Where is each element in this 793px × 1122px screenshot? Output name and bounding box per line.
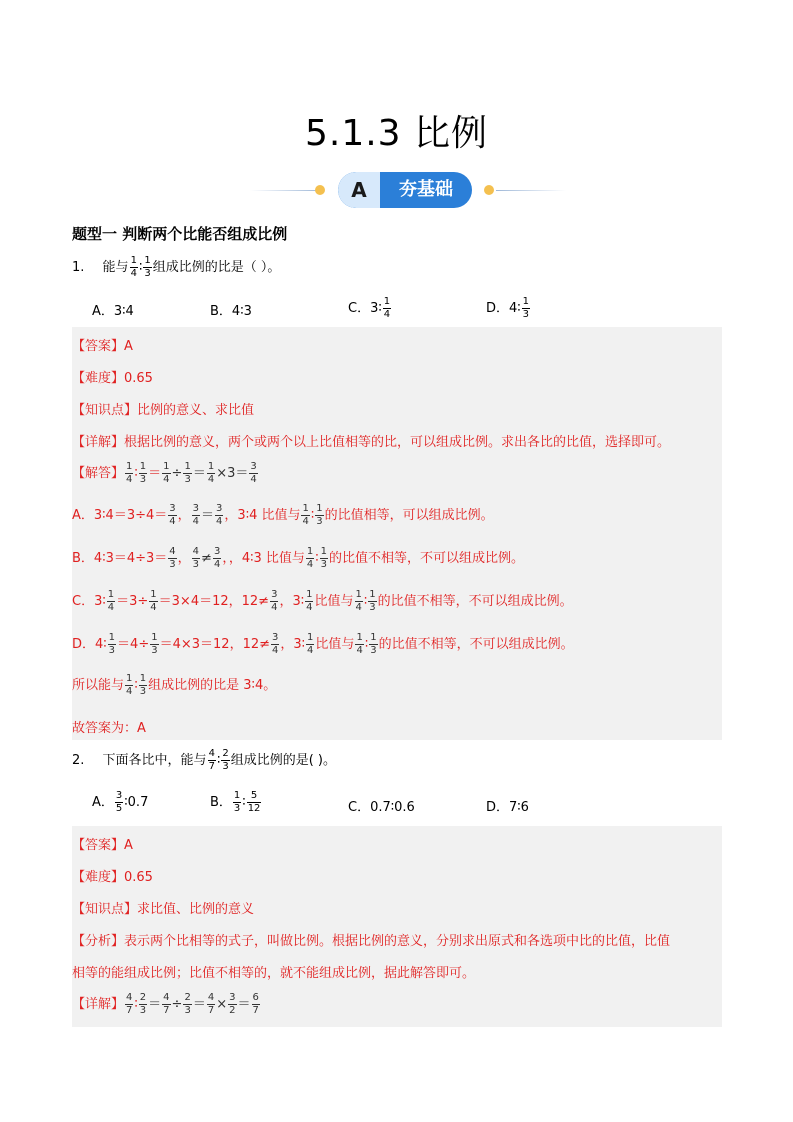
- solution-line: 【解答】 $\frac{1}{4}$ ∶ $\frac{1}{3}$ ＝ $\frac{1}{4}$ ÷ $\frac{1}{3}$ ＝ $\frac{1}{4}$ ×3＝ $\frac{3}{4}$: [72, 461, 257, 485]
- question-number: 1.: [72, 260, 85, 275]
- banner-letter: A: [338, 172, 380, 208]
- option-a[interactable]: A．3∶4: [92, 304, 134, 319]
- knowledge-point: 【知识点】求比值、比例的意义: [72, 902, 255, 917]
- solution-line-a: A．3∶4＝3÷4＝ $\frac{3}{4}$ ， $\frac{3}{4}$ ＝ $\frac{3}{4}$ ，3∶4 比值与 $\frac{1}{4}$ ∶ $\frac{1}{3}$ 的比值相等，可以组成比例。: [72, 503, 494, 527]
- option-d[interactable]: D．7∶6: [486, 800, 529, 815]
- answer: 【答案】A: [72, 838, 133, 853]
- solution-line-d: D．4∶ $\frac{1}{3}$ ＝4÷ $\frac{1}{3}$ ＝4×3＝12，12≠ $\frac{3}{4}$ ，3∶ $\frac{1}{4}$ 比值与 $\frac{1}{4}$ ∶ $\frac{1}{3}$ 的比值不相等，不可以组成比例。: [72, 632, 574, 656]
- analysis-line-1: 【分析】表示两个比相等的式子，叫做比例。根据比例的意义，分别求出原式和各选项中比的比值，比值: [72, 934, 671, 949]
- question-2-stem: 2. 下面各比中，能与 $\frac{4}{7}$ ∶ $\frac{2}{3}$ 组成比例的是( )。: [72, 748, 336, 772]
- fraction: $\frac{1}{4}$: [130, 255, 137, 279]
- section-heading: 题型一 判断两个比能否组成比例: [72, 225, 288, 243]
- answer: 【答案】A: [72, 339, 133, 354]
- analysis-line-2: 相等的能组成比例；比值不相等的，就不能组成比例，据此解答即可。: [72, 966, 476, 981]
- detail: 【详解】根据比例的意义，两个或两个以上比值相等的比，可以组成比例。求出各比的比值，选择即可。: [72, 435, 671, 450]
- option-b[interactable]: B．4∶3: [210, 304, 252, 319]
- option-b[interactable]: B． $\frac{1}{3}$ ∶ $\frac{5}{12}$: [210, 790, 261, 814]
- option-a[interactable]: A． $\frac{3}{5}$ ∶0.7: [92, 790, 149, 814]
- banner-dot-right: [484, 185, 494, 195]
- banner-line-left: [250, 190, 320, 191]
- banner-text: 夯基础: [399, 179, 453, 200]
- option-c[interactable]: C．0.7∶0.6: [348, 800, 415, 815]
- question-number: 2.: [72, 753, 85, 768]
- question-1-stem: 1. 能与 $\frac{1}{4}$ ∶ $\frac{1}{3}$ 组成比例的比是（ ）。: [72, 255, 281, 279]
- banner-line-right: [496, 190, 566, 191]
- difficulty: 【难度】0.65: [72, 371, 153, 386]
- banner-dot-left: [315, 185, 325, 195]
- final-answer: 故答案为：A: [72, 721, 146, 736]
- fraction: $\frac{1}{3}$: [144, 255, 151, 279]
- option-c[interactable]: C．3∶ $\frac{1}{4}$: [348, 296, 391, 320]
- difficulty: 【难度】0.65: [72, 870, 153, 885]
- detail-line: 【详解】 $\frac{4}{7}$ ∶ $\frac{2}{3}$ ＝ $\frac{4}{7}$ ÷ $\frac{2}{3}$ ＝ $\frac{4}{7}$ × $\frac{3}{2}$ ＝ $\frac{6}{7}$: [72, 992, 259, 1016]
- option-d[interactable]: D．4∶ $\frac{1}{3}$: [486, 296, 530, 320]
- conclusion: 所以能与 $\frac{1}{4}$ ∶ $\frac{1}{3}$ 组成比例的比是 3∶4。: [72, 673, 277, 697]
- solution-line-b: B．4∶3＝4÷3＝ $\frac{4}{3}$ ， $\frac{4}{3}$ ≠ $\frac{3}{4}$ ，，4∶3 比值与 $\frac{1}{4}$ ∶ $\frac{1}{3}$ 的比值不相等，不可以组成比例。: [72, 546, 525, 570]
- page-title: 5.1.3 比例: [304, 113, 489, 154]
- solution-line-c: C．3∶ $\frac{1}{4}$ ＝3÷ $\frac{1}{4}$ ＝3×4＝12，12≠ $\frac{3}{4}$ ，3∶ $\frac{1}{4}$ 比值与 $\frac{1}{4}$ ∶ $\frac{1}{3}$ 的比值不相等，不可以组成比例。: [72, 589, 573, 613]
- banner-pill: [338, 172, 472, 208]
- knowledge-point: 【知识点】比例的意义、求比值: [72, 403, 255, 418]
- section-banner: [238, 170, 558, 210]
